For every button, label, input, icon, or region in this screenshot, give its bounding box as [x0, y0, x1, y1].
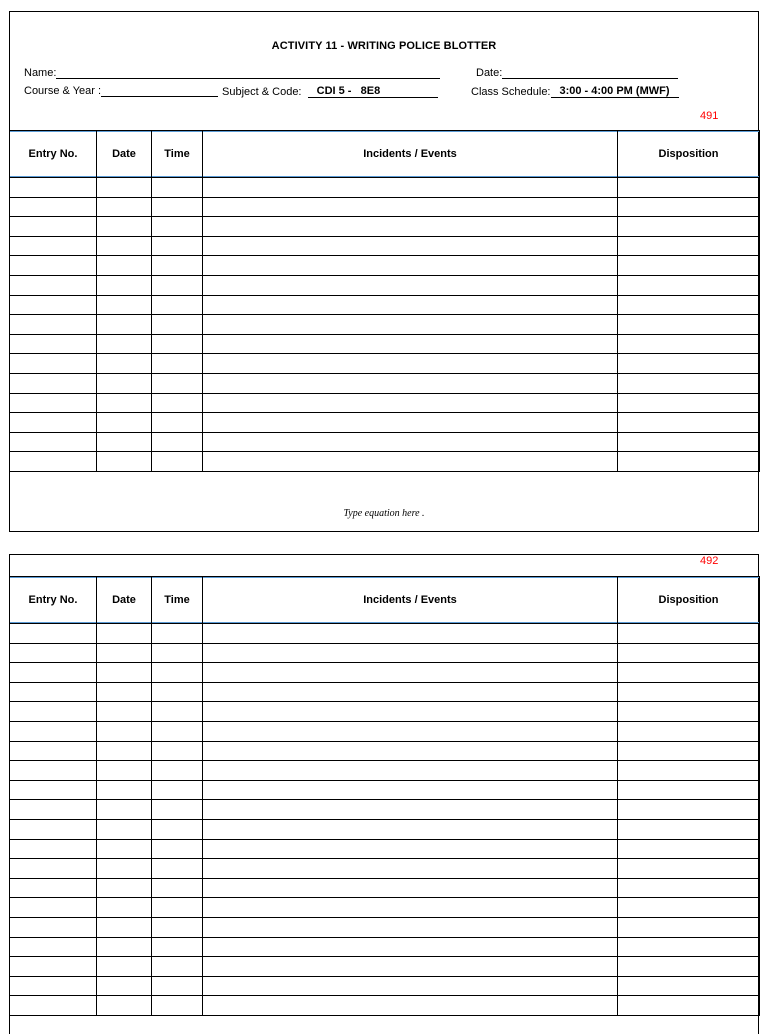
table-row — [10, 937, 760, 957]
date-cell[interactable] — [97, 236, 152, 256]
table-row — [10, 334, 760, 354]
table-row — [10, 663, 760, 683]
incidents-cell[interactable] — [203, 256, 618, 276]
disposition-cell[interactable] — [618, 878, 760, 898]
header-disposition: Disposition — [618, 577, 760, 624]
entry-no-cell[interactable] — [10, 780, 97, 800]
incidents-cell[interactable] — [203, 761, 618, 781]
table-row — [10, 452, 760, 472]
name-input-line[interactable] — [56, 67, 440, 79]
table-row — [10, 957, 760, 977]
incidents-cell[interactable] — [203, 624, 618, 644]
header-incidents: Incidents / Events — [203, 577, 618, 624]
time-cell[interactable] — [152, 643, 203, 663]
disposition-cell[interactable] — [618, 741, 760, 761]
date-cell[interactable] — [97, 898, 152, 918]
date-cell[interactable] — [97, 295, 152, 315]
disposition-cell[interactable] — [618, 721, 760, 741]
table-row — [10, 373, 760, 393]
disposition-cell[interactable] — [618, 413, 760, 433]
subject-label: Subject & Code: — [222, 86, 302, 98]
time-cell[interactable] — [152, 295, 203, 315]
header-disposition: Disposition — [618, 131, 760, 178]
date-cell[interactable] — [97, 432, 152, 452]
entry-no-cell[interactable] — [10, 741, 97, 761]
table-row — [10, 275, 760, 295]
incidents-cell[interactable] — [203, 917, 618, 937]
time-cell[interactable] — [152, 878, 203, 898]
time-cell[interactable] — [152, 178, 203, 198]
disposition-cell[interactable] — [618, 898, 760, 918]
incidents-cell[interactable] — [203, 878, 618, 898]
time-cell[interactable] — [152, 819, 203, 839]
table-row — [10, 859, 760, 879]
time-cell[interactable] — [152, 432, 203, 452]
date-cell[interactable] — [97, 413, 152, 433]
incidents-cell[interactable] — [203, 663, 618, 683]
entry-no-cell[interactable] — [10, 819, 97, 839]
date-cell[interactable] — [97, 643, 152, 663]
date-cell[interactable] — [97, 178, 152, 198]
date-cell[interactable] — [97, 761, 152, 781]
entry-no-cell[interactable] — [10, 682, 97, 702]
entry-no-cell[interactable] — [10, 178, 97, 198]
incidents-cell[interactable] — [203, 236, 618, 256]
time-cell[interactable] — [152, 682, 203, 702]
table-row — [10, 624, 760, 644]
table-row — [10, 217, 760, 237]
page-number: 492 — [700, 555, 719, 567]
incidents-cell[interactable] — [203, 800, 618, 820]
incidents-cell[interactable] — [203, 898, 618, 918]
date-cell[interactable] — [97, 917, 152, 937]
disposition-cell[interactable] — [618, 256, 760, 276]
time-cell[interactable] — [152, 780, 203, 800]
table-row — [10, 197, 760, 217]
table-row — [10, 917, 760, 937]
course-input-line[interactable] — [101, 85, 218, 97]
course-field — [24, 85, 218, 97]
table-body — [10, 178, 760, 472]
time-cell[interactable] — [152, 957, 203, 977]
name-field — [24, 67, 440, 79]
name-label: Name: — [24, 67, 57, 79]
disposition-cell[interactable] — [618, 859, 760, 879]
date-cell[interactable] — [97, 937, 152, 957]
time-cell[interactable] — [152, 996, 203, 1016]
page-number: 491 — [700, 110, 719, 122]
time-cell[interactable] — [152, 393, 203, 413]
incidents-cell[interactable] — [203, 682, 618, 702]
entry-no-cell[interactable] — [10, 898, 97, 918]
incidents-cell[interactable] — [203, 354, 618, 374]
incidents-cell[interactable] — [203, 393, 618, 413]
incidents-cell[interactable] — [203, 976, 618, 996]
time-cell[interactable] — [152, 217, 203, 237]
incidents-cell[interactable] — [203, 432, 618, 452]
entry-no-cell[interactable] — [10, 315, 97, 335]
entry-no-cell[interactable] — [10, 859, 97, 879]
date-cell[interactable] — [97, 800, 152, 820]
header-entry-no: Entry No. — [10, 131, 97, 178]
entry-no-cell[interactable] — [10, 839, 97, 859]
activity-title: ACTIVITY 11 - WRITING POLICE BLOTTER — [271, 40, 497, 52]
incidents-cell[interactable] — [203, 413, 618, 433]
header-date: Date — [97, 577, 152, 624]
table-row — [10, 178, 760, 198]
disposition-cell[interactable] — [618, 702, 760, 722]
incidents-cell[interactable] — [203, 721, 618, 741]
entry-no-cell[interactable] — [10, 217, 97, 237]
table-row — [10, 354, 760, 374]
entry-no-cell[interactable] — [10, 413, 97, 433]
time-cell[interactable] — [152, 937, 203, 957]
table-row — [10, 256, 760, 276]
disposition-cell[interactable] — [618, 275, 760, 295]
header-entry-no: Entry No. — [10, 577, 97, 624]
time-cell[interactable] — [152, 839, 203, 859]
entry-no-cell[interactable] — [10, 197, 97, 217]
date-cell[interactable] — [97, 721, 152, 741]
time-cell[interactable] — [152, 917, 203, 937]
table-row — [10, 721, 760, 741]
date-label: Date: — [476, 67, 503, 79]
entry-no-cell[interactable] — [10, 996, 97, 1016]
entry-no-cell[interactable] — [10, 721, 97, 741]
header-incidents: Incidents / Events — [203, 131, 618, 178]
time-cell[interactable] — [152, 976, 203, 996]
disposition-cell[interactable] — [618, 682, 760, 702]
entry-no-cell[interactable] — [10, 452, 97, 472]
entry-no-cell[interactable] — [10, 236, 97, 256]
schedule-value: 3:00 - 4:00 PM (MWF) — [551, 85, 679, 98]
disposition-cell[interactable] — [618, 334, 760, 354]
date-cell[interactable] — [97, 275, 152, 295]
entry-no-cell[interactable] — [10, 295, 97, 315]
entry-no-cell[interactable] — [10, 663, 97, 683]
incidents-cell[interactable] — [203, 275, 618, 295]
entry-no-cell[interactable] — [10, 334, 97, 354]
date-cell[interactable] — [97, 393, 152, 413]
incidents-cell[interactable] — [203, 819, 618, 839]
entry-no-cell[interactable] — [10, 624, 97, 644]
disposition-cell[interactable] — [618, 393, 760, 413]
time-cell[interactable] — [152, 624, 203, 644]
time-cell[interactable] — [152, 452, 203, 472]
table-row — [10, 295, 760, 315]
course-label: Course & Year : — [24, 85, 102, 97]
table-row — [10, 702, 760, 722]
time-cell[interactable] — [152, 702, 203, 722]
entry-no-cell[interactable] — [10, 878, 97, 898]
table-row — [10, 393, 760, 413]
incidents-cell[interactable] — [203, 197, 618, 217]
date-cell[interactable] — [97, 780, 152, 800]
incidents-cell[interactable] — [203, 334, 618, 354]
entry-no-cell[interactable] — [10, 393, 97, 413]
blotter-page-2 — [9, 554, 759, 1034]
date-cell[interactable] — [97, 334, 152, 354]
table-row — [10, 413, 760, 433]
disposition-cell[interactable] — [618, 624, 760, 644]
date-cell[interactable] — [97, 663, 152, 683]
table-body — [10, 624, 760, 1016]
entry-no-cell[interactable] — [10, 800, 97, 820]
date-field — [476, 67, 678, 79]
time-cell[interactable] — [152, 236, 203, 256]
table-row — [10, 643, 760, 663]
disposition-cell[interactable] — [618, 197, 760, 217]
entry-no-cell[interactable] — [10, 354, 97, 374]
table-header-row — [10, 131, 760, 178]
subject-value — [308, 85, 438, 98]
disposition-cell[interactable] — [618, 800, 760, 820]
entry-no-cell[interactable] — [10, 256, 97, 276]
schedule-field — [471, 85, 679, 98]
time-cell[interactable] — [152, 800, 203, 820]
disposition-cell[interactable] — [618, 839, 760, 859]
entry-no-cell[interactable] — [10, 643, 97, 663]
table-row — [10, 878, 760, 898]
entry-no-cell[interactable] — [10, 702, 97, 722]
incidents-cell[interactable] — [203, 295, 618, 315]
time-cell[interactable] — [152, 721, 203, 741]
incidents-cell[interactable] — [203, 780, 618, 800]
blotter-table — [9, 576, 760, 1016]
disposition-cell[interactable] — [618, 432, 760, 452]
disposition-cell[interactable] — [618, 819, 760, 839]
incidents-cell[interactable] — [203, 315, 618, 335]
table-row — [10, 976, 760, 996]
time-cell[interactable] — [152, 898, 203, 918]
incidents-cell[interactable] — [203, 702, 618, 722]
date-cell[interactable] — [97, 957, 152, 977]
disposition-cell[interactable] — [618, 917, 760, 937]
incidents-cell[interactable] — [203, 957, 618, 977]
time-cell[interactable] — [152, 859, 203, 879]
date-cell[interactable] — [97, 741, 152, 761]
disposition-cell[interactable] — [618, 178, 760, 198]
disposition-cell[interactable] — [618, 354, 760, 374]
incidents-cell[interactable] — [203, 217, 618, 237]
date-cell[interactable] — [97, 702, 152, 722]
disposition-cell[interactable] — [618, 643, 760, 663]
subject-field — [222, 85, 438, 98]
incidents-cell[interactable] — [203, 178, 618, 198]
time-cell[interactable] — [152, 413, 203, 433]
table-row — [10, 819, 760, 839]
disposition-cell[interactable] — [618, 780, 760, 800]
disposition-cell[interactable] — [618, 373, 760, 393]
entry-no-cell[interactable] — [10, 432, 97, 452]
table-row — [10, 996, 760, 1016]
subject-value-text: CDI 5 - 8E8 — [316, 85, 381, 97]
table-row — [10, 780, 760, 800]
date-cell[interactable] — [97, 256, 152, 276]
disposition-cell[interactable] — [618, 236, 760, 256]
table-header-row — [10, 577, 760, 624]
date-cell[interactable] — [97, 878, 152, 898]
time-cell[interactable] — [152, 275, 203, 295]
incidents-cell[interactable] — [203, 373, 618, 393]
time-cell[interactable] — [152, 334, 203, 354]
date-cell[interactable] — [97, 839, 152, 859]
table-row — [10, 761, 760, 781]
disposition-cell[interactable] — [618, 295, 760, 315]
entry-no-cell[interactable] — [10, 937, 97, 957]
entry-no-cell[interactable] — [10, 976, 97, 996]
date-cell[interactable] — [97, 819, 152, 839]
disposition-cell[interactable] — [618, 761, 760, 781]
header-date: Date — [97, 131, 152, 178]
entry-no-cell[interactable] — [10, 917, 97, 937]
incidents-cell[interactable] — [203, 741, 618, 761]
table-row — [10, 839, 760, 859]
date-cell[interactable] — [97, 624, 152, 644]
incidents-cell[interactable] — [203, 452, 618, 472]
date-cell[interactable] — [97, 859, 152, 879]
table-row — [10, 682, 760, 702]
date-cell[interactable] — [97, 197, 152, 217]
date-cell[interactable] — [97, 452, 152, 472]
time-cell[interactable] — [152, 663, 203, 683]
blotter-page-1 — [9, 11, 759, 532]
time-cell[interactable] — [152, 256, 203, 276]
table-row — [10, 800, 760, 820]
time-cell[interactable] — [152, 354, 203, 374]
time-cell[interactable] — [152, 197, 203, 217]
table-row — [10, 315, 760, 335]
disposition-cell[interactable] — [618, 315, 760, 335]
header-time: Time — [152, 577, 203, 624]
header-time: Time — [152, 131, 203, 178]
disposition-cell[interactable] — [618, 452, 760, 472]
incidents-cell[interactable] — [203, 996, 618, 1016]
time-cell[interactable] — [152, 315, 203, 335]
blotter-table — [9, 130, 760, 472]
date-cell[interactable] — [97, 217, 152, 237]
table-row — [10, 432, 760, 452]
entry-no-cell[interactable] — [10, 957, 97, 977]
incidents-cell[interactable] — [203, 937, 618, 957]
disposition-cell[interactable] — [618, 996, 760, 1016]
date-input-line[interactable] — [502, 67, 678, 79]
incidents-cell[interactable] — [203, 643, 618, 663]
entry-no-cell[interactable] — [10, 373, 97, 393]
date-cell[interactable] — [97, 682, 152, 702]
date-cell[interactable] — [97, 354, 152, 374]
time-cell[interactable] — [152, 741, 203, 761]
disposition-cell[interactable] — [618, 957, 760, 977]
date-cell[interactable] — [97, 373, 152, 393]
disposition-cell[interactable] — [618, 663, 760, 683]
disposition-cell[interactable] — [618, 976, 760, 996]
entry-no-cell[interactable] — [10, 761, 97, 781]
equation-placeholder: Type equation here . — [343, 508, 425, 519]
table-row — [10, 236, 760, 256]
table-row — [10, 898, 760, 918]
table-row — [10, 741, 760, 761]
time-cell[interactable] — [152, 761, 203, 781]
schedule-label: Class Schedule: — [471, 86, 551, 98]
disposition-cell[interactable] — [618, 937, 760, 957]
time-cell[interactable] — [152, 373, 203, 393]
date-cell[interactable] — [97, 996, 152, 1016]
incidents-cell[interactable] — [203, 859, 618, 879]
incidents-cell[interactable] — [203, 839, 618, 859]
entry-no-cell[interactable] — [10, 275, 97, 295]
disposition-cell[interactable] — [618, 217, 760, 237]
date-cell[interactable] — [97, 315, 152, 335]
date-cell[interactable] — [97, 976, 152, 996]
